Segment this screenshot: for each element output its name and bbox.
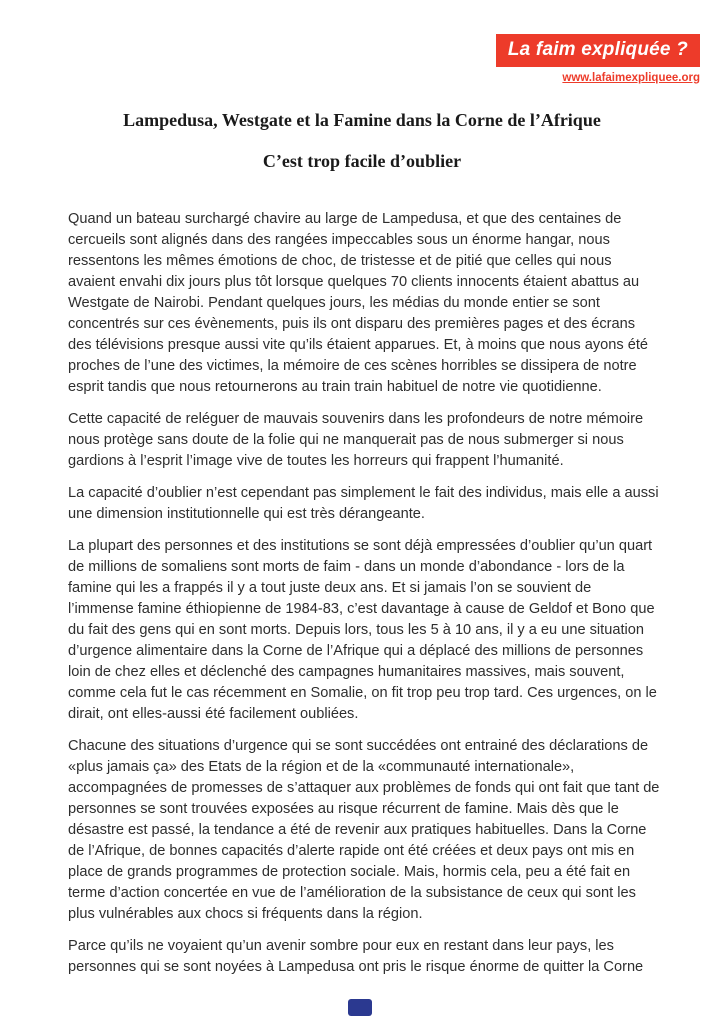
paragraph: Cette capacité de reléguer de mauvais souvenirs dans les profondeurs de notre mémoire nous protège sans doute de la folie qui ne manquerait pas de nous submerger si nous gardions à l’esprit l’image vive de toutes les horreurs qui frappent l’humanité.: [68, 411, 644, 469]
paragraph: Chacune des situations d’urgence qui se sont succédées ont entrainé des déclarations de «plus jamais ça» des Etats de la région et de la «communauté internationale», accompagnées de promesses de s’attaquer aux problèmes de fonds qui ont fait que tant de personnes se sont trouvées exposées au risque récurrent de famine. Mais dès que le désastre est passé, la tendance a été de revenir aux pratiques habituelles. Dans la Corne de l’Afrique, de bonnes capacités d’alerte rapide ont été créées et deux pays ont mis en place de grands programmes de protection sociale. Mais, hormis cela, peu a été fait en terme d’action concertée en vue de l’amélioration de la subsistance de ceux qui sont les plus vulnérables aux chocs si fréquents dans la région.: [68, 738, 660, 922]
title-block: [0, 110, 724, 172]
page-header: [496, 34, 700, 84]
article-body: [68, 209, 660, 989]
site-logo: La faim expliquée ?: [496, 34, 700, 67]
paragraph: La capacité d’oublier n’est cependant pas simplement le fait des individus, mais elle a aussi une dimension institutionnelle qui est très dérangeante.: [68, 485, 659, 522]
article-subtitle: C’est trop facile d’oublier: [262, 151, 462, 171]
footer-mark: [348, 999, 372, 1016]
paragraph: Quand un bateau surchargé chavire au large de Lampedusa, et que des centaines de cercueils sont alignés dans des rangées impeccables sous un énorme hangar, nous ressentons les mêmes émotions de choc, de tristesse et de pitié que celles qui nous avaient envahi dix jours plus tôt lorsque quelques 70 clients innocents étaient abattus au Westgate de Nairobi. Pendant quelques jours, les médias du monde entier se sont concentrés sur ces évènements, puis ils ont disparu des premières pages et des écrans des télévisions presque aussi vite qu’ils étaient apparues. Et, à moins que nous ayons été proches de l’une des victimes, la mémoire de ces scènes horribles se dissipera de notre esprit tandis que nous retournerons au train train habituel de notre vie quotidienne.: [68, 211, 649, 395]
website-link[interactable]: www.lafaimexpliquee.org: [562, 72, 700, 84]
paragraph: Parce qu’ils ne voyaient qu’un avenir sombre pour eux en restant dans leur pays, les personnes qui se sont noyées à Lampedusa ont pris le risque énorme de quitter la Corne: [68, 938, 644, 975]
article-title: Lampedusa, Westgate et la Famine dans la Corne de l’Afrique: [123, 110, 601, 130]
paragraph: La plupart des personnes et des institutions se sont déjà empressées d’oublier qu’un quart de millions de somaliens sont morts de faim - dans un monde d’abondance - lors de la famine qui les a frappés il y a tout juste deux ans. Et si jamais l’on se souvient de l’immense famine éthiopienne de 1984-83, c’est davantage à cause de Geldof et Bono que du fait des gens qui en sont morts. Depuis lors, tous les 5 à 10 ans, il y a eu une situation d’urgence alimentaire dans la Corne de l’Afrique qui a déplacé des millions de personnes loin de chez elles et déclenché des campagnes humanitaires massives, mais souvent, comme cela fut le cas récemment en Somalie, on fit trop peu trop tard. Ces urgences, on le dirait, ont elles-aussi été facilement oubliées.: [68, 538, 657, 722]
